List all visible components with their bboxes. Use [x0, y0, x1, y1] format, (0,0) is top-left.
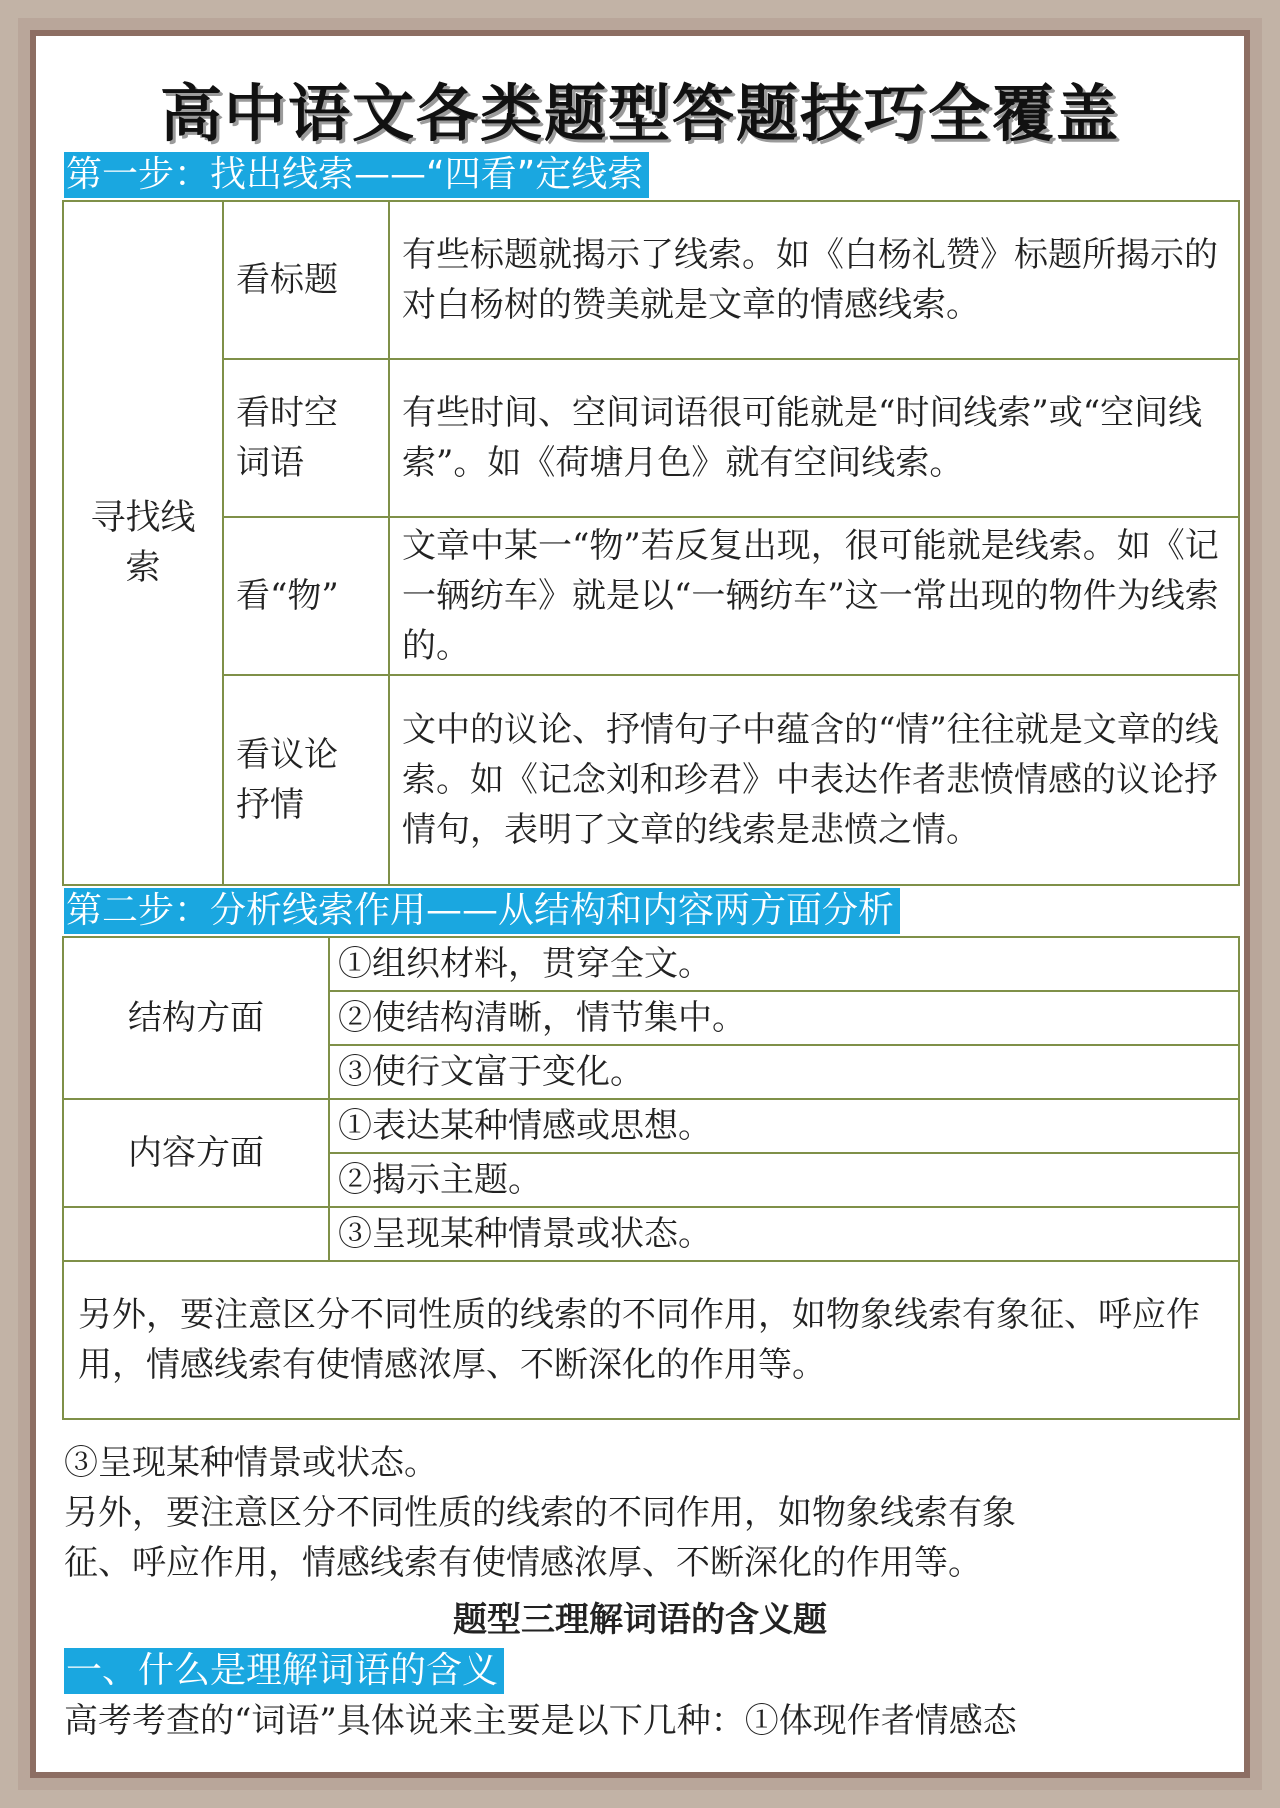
detail-text: 文章中某一“物”若反复出现，很可能就是线索。如《记一辆纺车》就是以“一辆纺车”这一常出现的物件为线索的。 — [402, 526, 1219, 666]
note-cell — [63, 1261, 1239, 1419]
detail-cell — [389, 359, 1239, 517]
document-page — [30, 30, 1250, 1778]
table-row — [63, 517, 1239, 675]
step1-table — [62, 200, 1240, 886]
step2-table — [62, 936, 1240, 1420]
method-label: 看标题 — [236, 260, 338, 300]
section-heading: 题型三理解词语的含义题 — [453, 1600, 827, 1640]
list-item: ③呈现某种情景或状态。 — [329, 1207, 1239, 1261]
detail-cell — [389, 675, 1239, 885]
method-cell — [223, 517, 389, 675]
content-label: 内容方面 — [63, 1099, 329, 1207]
method-cell — [223, 675, 389, 885]
method-label: 看时空词语 — [236, 393, 338, 483]
detail-text: 有些时间、空间词语很可能就是“时间线索”或“空间线索”。如《荷塘月色》就有空间线索。 — [402, 393, 1203, 483]
list-item: ③使行文富于变化。 — [329, 1045, 1239, 1099]
table-row — [63, 359, 1239, 517]
group-label-cell — [63, 201, 223, 885]
method-cell — [223, 201, 389, 359]
table-row — [63, 1099, 1239, 1153]
table-row — [63, 1207, 1239, 1261]
empty-cell — [63, 1207, 329, 1261]
list-item: ②使结构清晰，情节集中。 — [329, 991, 1239, 1045]
page-title: 高中语文各类题型答题技巧全覆盖 — [159, 77, 1120, 150]
detail-cell — [389, 517, 1239, 675]
method-cell — [223, 359, 389, 517]
detail-cell — [389, 201, 1239, 359]
method-label: 看议论抒情 — [236, 735, 338, 825]
repeat-line-2: 另外，要注意区分不同性质的线索的不同作用，如物象线索有象 — [64, 1493, 1016, 1533]
step1-banner: 第一步：找出线索——“四看”定线索 — [64, 152, 649, 198]
table-row — [63, 1261, 1239, 1419]
section-subheading: 一、什么是理解词语的含义 — [64, 1648, 504, 1694]
list-item: ①组织材料，贯穿全文。 — [329, 937, 1239, 991]
detail-text: 文中的议论、抒情句子中蕴含的“情”往往就是文章的线索。如《记念刘和珍君》中表达作者悲愤情感的议论抒情句，表明了文章的线索是悲愤之情。 — [402, 710, 1219, 850]
table-row — [63, 937, 1239, 991]
detail-text: 有些标题就揭示了线索。如《白杨礼赞》标题所揭示的对白杨树的赞美就是文章的情感线索。 — [402, 235, 1218, 325]
section-intro: 高考考查的“词语”具体说来主要是以下几种：①体现作者情感态 — [64, 1701, 1017, 1741]
note-text: 另外，要注意区分不同性质的线索的不同作用，如物象线索有象征、呼应作用，情感线索有使情感浓厚、不断深化的作用等。 — [78, 1295, 1200, 1385]
method-label: 看“物” — [236, 576, 339, 616]
structure-label: 结构方面 — [63, 937, 329, 1099]
table-row — [63, 675, 1239, 885]
repeat-line-3: 征、呼应作用，情感线索有使情感浓厚、不断深化的作用等。 — [64, 1543, 982, 1583]
list-item: ①表达某种情感或思想。 — [329, 1099, 1239, 1153]
repeat-line-1: ③呈现某种情景或状态。 — [64, 1443, 438, 1483]
table-row — [63, 201, 1239, 359]
list-item: ②揭示主题。 — [329, 1153, 1239, 1207]
step2-banner: 第二步：分析线索作用——从结构和内容两方面分析 — [64, 888, 900, 934]
group-label: 寻找线索 — [90, 498, 196, 588]
